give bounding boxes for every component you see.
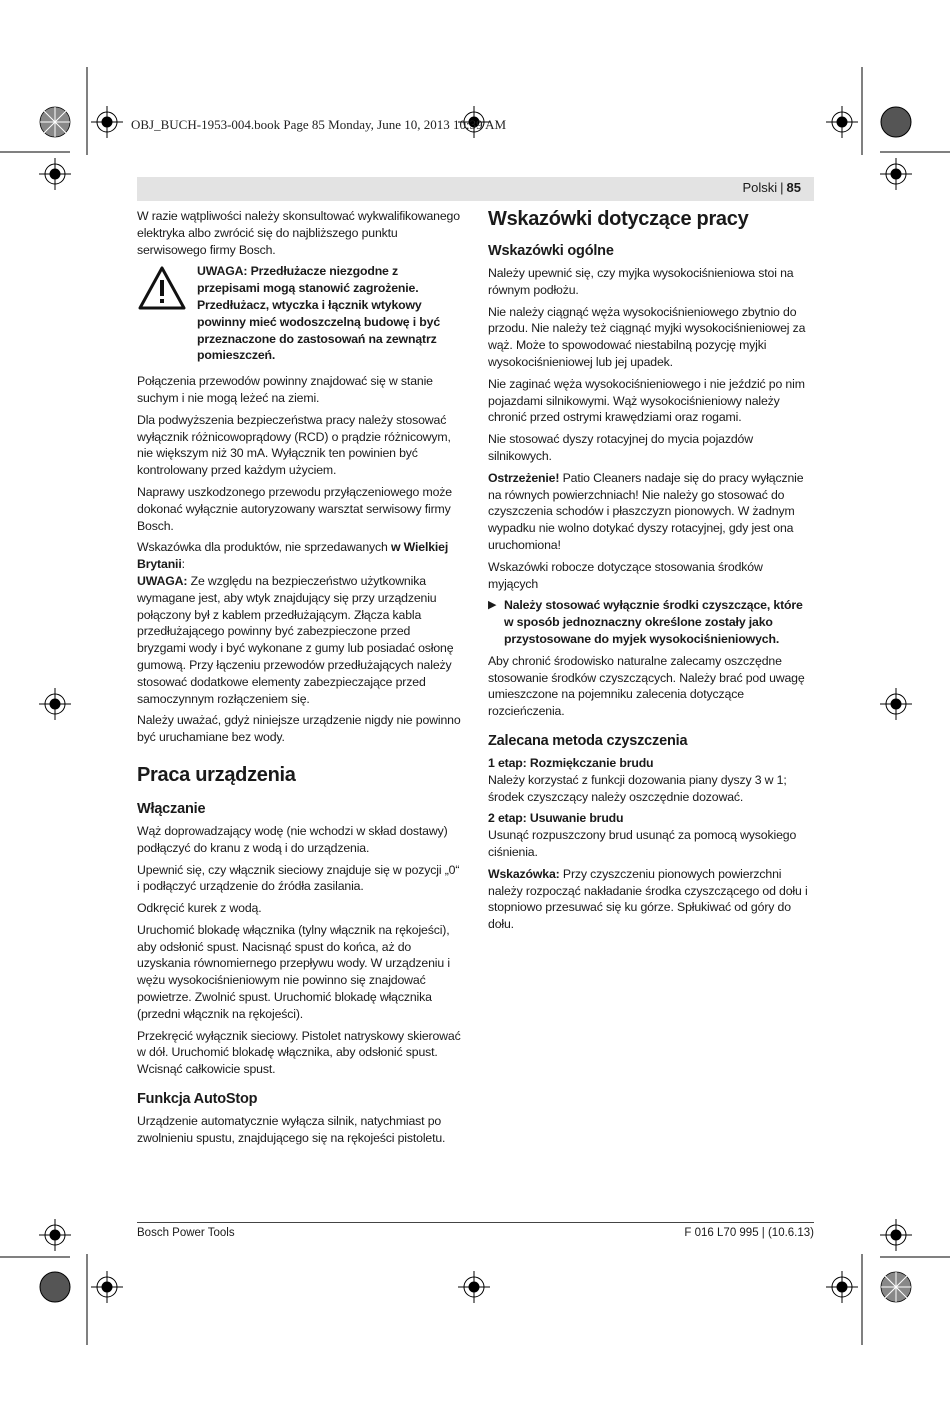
- crosshair-mark-icon: [458, 1271, 490, 1303]
- print-header: OBJ_BUCH-1953-004.book Page 85 Monday, June 10, 2013 10:39 AM: [131, 117, 507, 132]
- subsection-heading: Włączanie: [137, 800, 206, 817]
- step-title: 1 etap: Rozmiękczanie brudu: [488, 755, 654, 770]
- paragraph: Dla podwyższenia bezpieczeństwa pracy należy stosować wyłącznik różnicowoprądowy (RCD) o prądzie różnicowym, nie większym niż 30 mA. Wyłącznik ten powinien być kontrolowany przed każdym użyciem.: [137, 412, 451, 478]
- page-header-band: [137, 177, 814, 201]
- bold-text: Ostrzeżenie!: [488, 470, 560, 485]
- crosshair-mark-icon: [91, 106, 123, 138]
- paragraph: Urządzenie automatycznie wyłącza silnik, natychmiast po zwolnieniu spustu, znajdującego się na rękojeści pistoletu.: [137, 1114, 446, 1145]
- page-label-separator: |: [780, 180, 784, 195]
- warning-text: UWAGA: Przedłużacze niezgodne z przepisami mogą stanowić zagrożenie. Przedłużacz, wtyczka i łącznik wtykowy powinny mieć wodoszczelną budowę i być przeznaczone do zastosowań na zewnątrz pomieszczeń.: [197, 264, 441, 363]
- footer-rule: [137, 1222, 814, 1223]
- bold-text: UWAGA:: [137, 573, 188, 588]
- footer-brand: Bosch Power Tools: [137, 1227, 235, 1239]
- paragraph: Nie należy ciągnąć węża wysokociśnieniowego zbytnio do przodu. Nie należy też ciągnąć myjki wysokociśnieniowej za wąż. Może to spowodować niestabilną pozycję myjki wysokociśnieniowej lub jej upadek.: [488, 304, 806, 369]
- text: Wskazówka dla produktów, nie sprzedawanych: [137, 540, 391, 555]
- section-heading: Praca urządzenia: [137, 763, 296, 786]
- paragraph: [488, 470, 814, 554]
- paragraph: Połączenia przewodów powinny znajdować się w stanie suchym i nie mogą leżeć na ziemi.: [137, 374, 433, 405]
- crosshair-mark-icon: [880, 158, 912, 190]
- bold-text: Wskazówka:: [488, 866, 560, 881]
- text: Przy czyszczeniu pionowych powierzchni należy rozpocząć nakładanie środka czyszczącego od dołu i stopniowo przesuwać się ku górze. Spłukiwać od góry do dołu.: [488, 866, 808, 932]
- crosshair-mark-icon: [880, 688, 912, 720]
- paragraph: Należy uważać, gdyż niniejsze urządzenie nigdy nie powinno być uruchamiane bez wody.: [137, 713, 461, 745]
- paragraph: Upewnić się, czy włącznik sieciowy znajduje się w pozycji „0“ i podłączyć urządzenie do źródła zasilania.: [137, 862, 460, 894]
- paragraph: Uruchomić blokadę włącznika (tylny włącznik na rękojeści), aby odsłonić spust. Nacisnąć spust do końca, aż do uzyskania równomiernego przepływu wody. W urządzeniu i wężu wysokociśnieniowym nie powinno się znajdować powietrze. Zwolnić spust. Uruchomić blokadę włącznika (przedni włącznik na rękojeści).: [137, 922, 450, 1021]
- text: :: [181, 557, 185, 572]
- language-label: Polski: [742, 180, 778, 195]
- step-title: 2 etap: Usuwanie brudu: [488, 811, 624, 826]
- crosshair-mark-icon: [826, 1271, 858, 1303]
- subsection-heading: Zalecana metoda czyszczenia: [488, 732, 688, 749]
- section-heading: Wskazówki dotyczące pracy: [488, 208, 749, 230]
- paragraph: Nie stosować dyszy rotacyjnej do mycia pojazdów silnikowych.: [488, 432, 753, 463]
- footer-doc-number: F 016 L70 995 | (10.6.13): [684, 1227, 814, 1239]
- right-column: [488, 206, 814, 938]
- text: Ze względu na bezpieczeństwo użytkownika wymagane jest, aby wtyk znajdujący się przy urządzeniu połączony był z kablem przedłużającym. Złącza kabla przedłużającego powinny być zabezpieczone przed bryzgami wody i być wykonane z gumy lub posiadać osłonę gumową. Przy łączeniu przewodów przedłużających należy stosować dodatkowe elementy zabezpieczające przed samoczynnym rozłączeniem się.: [137, 573, 454, 706]
- bullet-arrow-icon: ▶: [488, 599, 497, 612]
- bullet-text: Należy stosować wyłącznie środki czyszczące, które w sposób jednoznaczny określone zostały jako przystosowane do myjek wysokociśnieniowych.: [504, 598, 803, 646]
- warning-block: [137, 263, 461, 369]
- paragraph: Aby chronić środowisko naturalne zalecamy oszczędne stosowanie środków czyszczących. Należy brać pod uwagę umieszczone na pojemniku zalecenia dotyczące rozcieńczenia.: [488, 653, 805, 719]
- paragraph: Usunąć rozpuszczony brud usunąć za pomocą wysokiego ciśnienia.: [488, 828, 797, 859]
- paragraph: Odkręcić kurek z wodą.: [137, 901, 262, 916]
- subsection-heading: Wskazówki ogólne: [488, 243, 614, 259]
- page-label: [742, 180, 801, 195]
- bold-text: w Wielkiej Brytanii: [137, 540, 449, 572]
- crosshair-mark-icon: [880, 1219, 912, 1251]
- paragraph: Należy korzystać z funkcji dozowania piany dyszy 3 w 1; środek czyszczący należy oszczędnie dozować.: [488, 772, 787, 804]
- crosshair-mark-icon: [39, 1219, 71, 1251]
- paragraph: [137, 539, 461, 707]
- paragraph: W razie wątpliwości należy skonsultować wykwalifikowanego elektryka albo zwrócić się do najbliższego punktu serwisowego firmy Bosch.: [137, 209, 460, 257]
- crosshair-mark-icon: [826, 106, 858, 138]
- paragraph: Naprawy uszkodzonego przewodu przyłączeniowego może dokonać wyłącznie autoryzowany warsztat serwisowy firmy Bosch.: [137, 484, 452, 533]
- crosshair-mark-icon: [39, 688, 71, 720]
- crosshair-mark-icon: [39, 158, 71, 190]
- paragraph: Nie zaginać węża wysokociśnieniowego i nie jeździć po nim pojazdami silnikowymi. Wąż wysokociśnieniowy należy chronić przed ostrymi krawędziami oraz rogami.: [488, 376, 805, 425]
- paragraph: Wąż doprowadzający wodę (nie wchodzi w skład dostawy) podłączyć do kranu z wodą i do urządzenia.: [137, 823, 448, 855]
- bullet-item: [488, 597, 814, 652]
- paragraph: Wskazówki robocze dotyczące stosowania środków myjących: [488, 559, 763, 591]
- warning-triangle-icon: [137, 263, 197, 369]
- paragraph: Przekręcić wyłącznik sieciowy. Pistolet natryskowy skierować w dół. Uruchomić blokadę włącznika, aby odsłonić spust. Wcisnąć całkowicie spust.: [137, 1028, 461, 1077]
- page-number: 85: [786, 180, 801, 195]
- subsection-heading: Funkcja AutoStop: [137, 1091, 258, 1108]
- paragraph: Należy upewnić się, czy myjka wysokociśnieniowa stoi na równym podłożu.: [488, 266, 794, 297]
- text: Patio Cleaners nadaje się do pracy wyłącznie na równych powierzchniach! Nie należy go stosować do czyszczenia schodów i płaszczyzn pionowych. W żadnym wypadku nie wolno dotykać dyszy rotacyjnej, gdy jest ona uruchomiona!: [488, 470, 804, 552]
- left-column: [137, 208, 461, 1152]
- crosshair-mark-icon: [91, 1271, 123, 1303]
- paragraph: [488, 866, 814, 933]
